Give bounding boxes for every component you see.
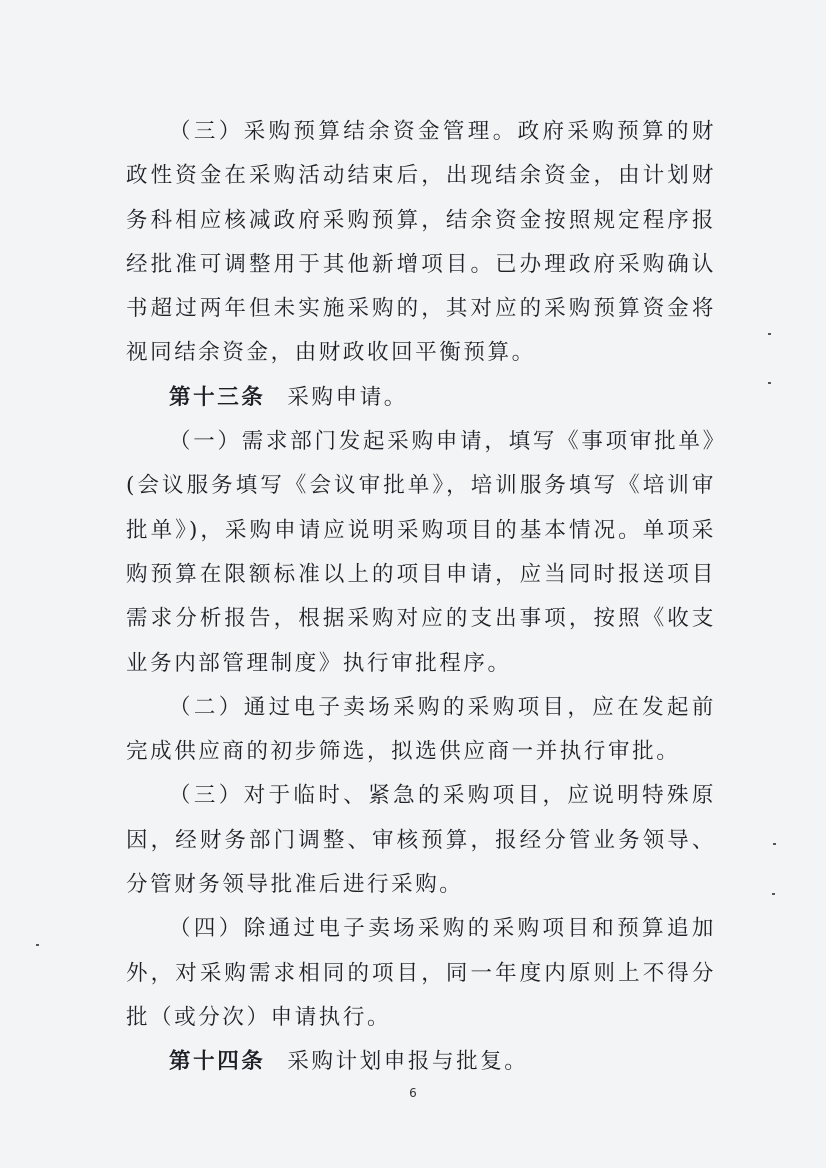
- paragraph-procurement-application: （一）需求部门发起采购申请，填写《事项审批单》(会议服务填写《会议审批单》，培训服务填写《培训审批单》)，采购申请应说明采购项目的基本情况。单项采购预算在限额标准以上的项目申请，应当同时报送项目需求分析报告，根据采购对应的支出事项，按照《收支业务内部管理制度》执行审批程序。: [126, 429, 716, 676]
- article-13-number: 第十三条: [169, 384, 266, 410]
- scan-dot: [36, 944, 39, 946]
- paragraph-budget-surplus: （三）采购预算结余资金管理。政府采购预算的财政性资金在采购活动结束后，出现结余资金，由计划财务科相应核减政府采购预算，结余资金按照规定程序报经批准可调整用于其他新增项目。已办理政府采购确认书超过两年但未实施采购的，其对应的采购预算资金将视同结余资金，由财政收回平衡预算。: [126, 119, 716, 366]
- scan-dot: [768, 333, 771, 335]
- paragraph-no-split-procurement: （四）除通过电子卖场采购的采购项目和预算追加外，对采购需求相同的项目，同一年度内原则上不得分批（或分次）申请执行。: [126, 916, 716, 1030]
- article-14-heading: [126, 1040, 716, 1084]
- article-14-title: 采购计划申报与批复。: [287, 1049, 529, 1075]
- page-number: 6: [409, 1086, 417, 1100]
- article-14-number: 第十四条: [169, 1049, 266, 1075]
- paragraph-e-mall-screening: （二）通过电子卖场采购的采购项目，应在发起前完成供应商的初步筛选，拟选供应商一并执行审批。: [126, 694, 716, 765]
- scan-dot: [768, 382, 771, 384]
- document-body: [126, 110, 716, 1085]
- article-13-heading: [126, 376, 716, 420]
- scan-dot: [773, 843, 776, 845]
- scan-dot: [772, 893, 775, 895]
- article-13-title: 采购申请。: [287, 384, 408, 410]
- paragraph-urgent-procurement: （三）对于临时、紧急的采购项目，应说明特殊原因，经财务部门调整、审核预算，报经分管业务领导、分管财务领导批准后进行采购。: [126, 783, 716, 898]
